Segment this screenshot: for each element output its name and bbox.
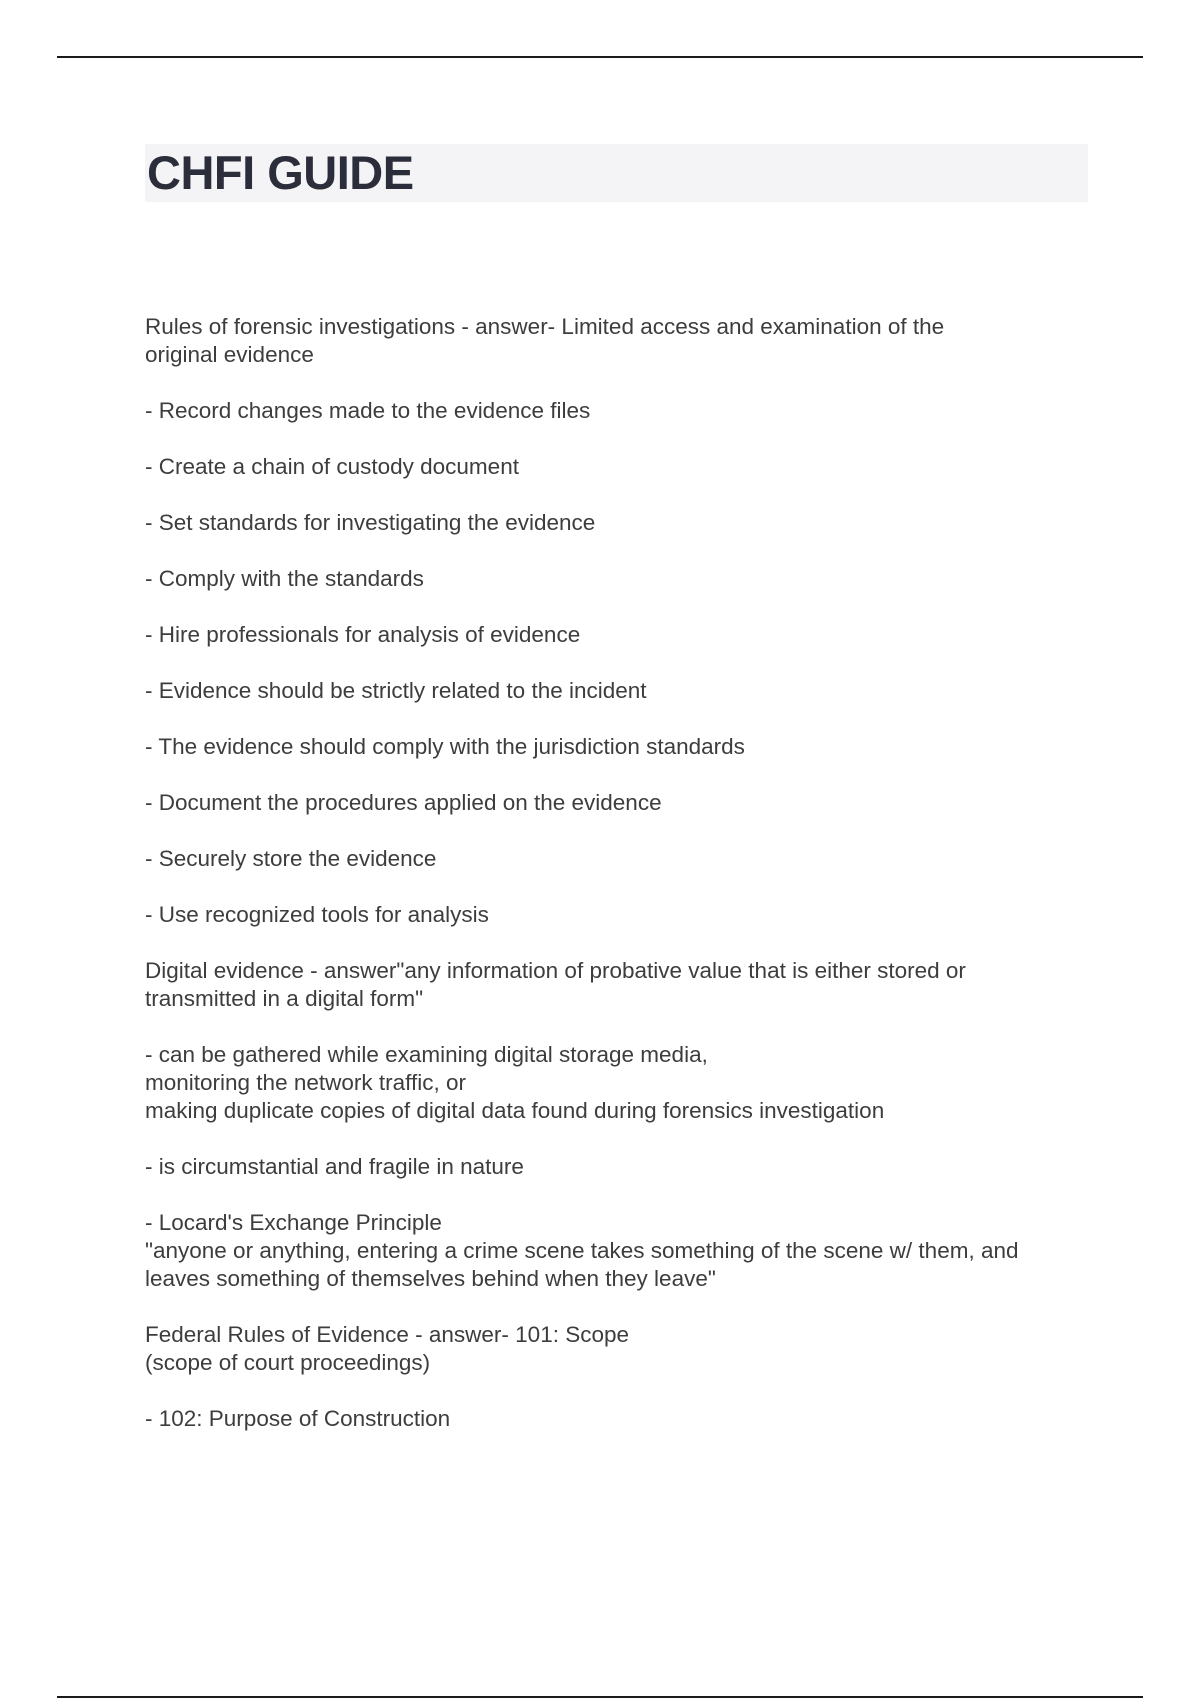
paragraph: - can be gathered while examining digital storage media, monitoring the network traffic, or making duplicate copies of digital data found during forensics investigation	[145, 1042, 885, 1123]
paragraph: - Set standards for investigating the evidence	[145, 510, 596, 535]
paragraph: Federal Rules of Evidence - answer- 101: Scope (scope of court proceedings)	[145, 1322, 630, 1375]
paragraph: - Create a chain of custody document	[145, 454, 519, 479]
paragraph: - Locard's Exchange Principle "anyone or anything, entering a crime scene takes something of the scene w/ them, and leaves something of themselves behind when they leave"	[145, 1210, 1019, 1291]
paragraph: - Hire professionals for analysis of evidence	[145, 622, 581, 647]
paragraph: - Use recognized tools for analysis	[145, 902, 489, 927]
paragraph: - The evidence should comply with the jurisdiction standards	[145, 734, 745, 759]
paragraph: - Securely store the evidence	[145, 846, 437, 871]
top-divider	[57, 56, 1143, 58]
page-title: CHFI GUIDE	[147, 146, 414, 199]
bottom-divider	[57, 1696, 1143, 1698]
paragraph: Rules of forensic investigations - answer- Limited access and examination of the original evidence	[145, 314, 945, 367]
paragraph: - Comply with the standards	[145, 566, 424, 591]
paragraph: - 102: Purpose of Construction	[145, 1406, 451, 1431]
paragraph: - Record changes made to the evidence files	[145, 398, 591, 423]
title-banner	[145, 144, 1088, 202]
document-body	[145, 313, 1095, 1461]
paragraph: Digital evidence - answer"any information of probative value that is either stored or transmitted in a digital form"	[145, 958, 966, 1011]
paragraph: - is circumstantial and fragile in nature	[145, 1154, 524, 1179]
paragraph: - Document the procedures applied on the evidence	[145, 790, 662, 815]
paragraph: - Evidence should be strictly related to the incident	[145, 678, 647, 703]
